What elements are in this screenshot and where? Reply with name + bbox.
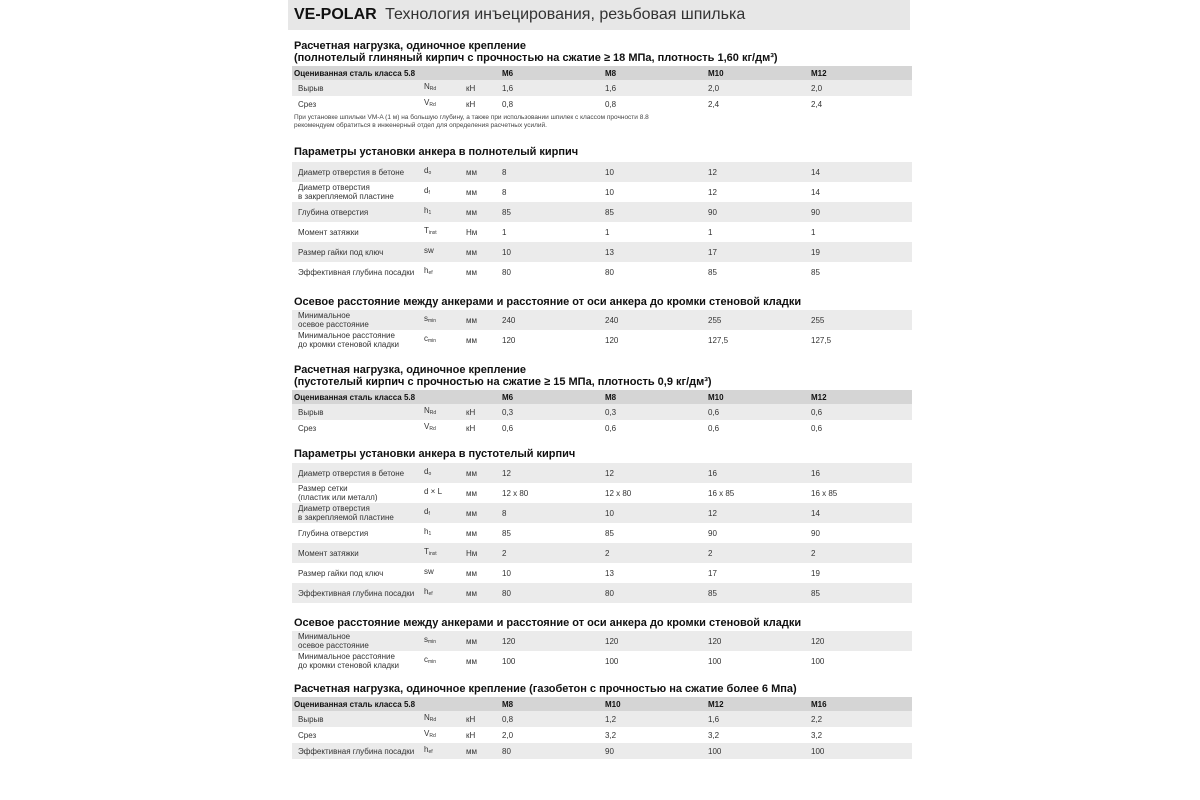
cell-value: 1 [603,222,706,242]
table-header-row [292,697,912,711]
cell-value: 19 [809,563,912,583]
row-unit: кН [464,420,500,436]
cell-value: 12 [706,503,809,523]
table-row [292,242,912,262]
cell-value: 2 [603,543,706,563]
section-title: Расчетная нагрузка, одиночное крепление (полнотелый глиняный кирпич с прочностью на сжатие ≥ 18 МПа, плотность 1,60 кг/дм³) [294,40,778,64]
table-row [292,711,912,727]
table-row [292,543,912,563]
row-unit: Нм [464,543,500,563]
cell-value: 127,5 [809,330,912,350]
table-row [292,80,912,96]
row-symbol: $c_{min}$ [422,330,464,350]
cell-value: 14 [809,162,912,182]
header-cell: М6 [500,390,603,404]
row-unit: мм [464,583,500,603]
section-title: Осевое расстояние между анкерами и расстояние от оси анкера до кромки стеновой кладки [294,296,802,308]
cell-value: 12 [603,463,706,483]
cell-value: 0,6 [500,420,603,436]
cell-value: 85 [500,523,603,543]
table-row [292,404,912,420]
cell-value: 1 [809,222,912,242]
cell-value: 80 [500,262,603,282]
row-unit: мм [464,651,500,671]
header-cell: М10 [706,66,809,80]
cell-value: 127,5 [706,330,809,350]
row-symbol: $d_f$ [422,503,464,523]
row-symbol: $V_{Rd}$ [422,96,464,112]
cell-value: 240 [603,310,706,330]
table-row [292,162,912,182]
cell-value: 12 [500,463,603,483]
table-row [292,222,912,242]
row-symbol: $T_{inst}$ [422,222,464,242]
cell-value: 10 [603,182,706,202]
cell-value: 8 [500,162,603,182]
cell-value: 2,4 [706,96,809,112]
cell-value: 120 [500,330,603,350]
table-row [292,463,912,483]
section-title: Параметры установки анкера в пустотелый кирпич [294,448,576,460]
row-symbol: $s_{min}$ [422,631,464,651]
row-unit: кН [464,711,500,727]
table-row [292,727,912,743]
section-spacing-hollow-brick [288,617,910,671]
cell-value: 2 [706,543,809,563]
cell-value: 100 [706,743,809,759]
cell-value: 0,6 [809,420,912,436]
table-row [292,262,912,282]
data-table [292,162,912,282]
row-unit: мм [464,182,500,202]
cell-value: 100 [809,743,912,759]
cell-value: 100 [500,651,603,671]
cell-value: 2,0 [706,80,809,96]
row-label: Эффективная глубина посадки [292,743,422,759]
row-label: Глубина отверстия [292,202,422,222]
cell-value: 90 [706,202,809,222]
row-label: Диаметр отверстия в бетоне [292,463,422,483]
header-cell [422,390,464,404]
section-spacing-solid-brick [288,296,910,350]
row-unit: мм [464,242,500,262]
row-label: Размер гайки под ключ [292,563,422,583]
section-load-solid-brick [288,40,910,130]
header-cell: Оцениванная сталь класса 5.8 [292,697,422,711]
table-row [292,631,912,651]
section-title: Расчетная нагрузка, одиночное крепление (газобетон с прочностью на сжатие более 6 Мпа) [294,683,797,695]
cell-value: 12 [706,182,809,202]
row-label: Диаметр отверстия в закрепляемой пластине [292,182,422,202]
header-cell: М16 [809,697,912,711]
cell-value: 16 x 85 [706,483,809,503]
cell-value: 1,2 [603,711,706,727]
cell-value: 16 [809,463,912,483]
row-unit: кН [464,727,500,743]
table-row [292,96,912,112]
header-cell [464,697,500,711]
cell-value: 90 [603,743,706,759]
table-row [292,182,912,202]
row-symbol: $d_o$ [422,162,464,182]
row-label: Эффективная глубина посадки [292,583,422,603]
cell-value: 14 [809,182,912,202]
cell-value: 12 [706,162,809,182]
row-unit: мм [464,463,500,483]
table-row [292,503,912,523]
cell-value: 2,4 [809,96,912,112]
cell-value: 90 [809,523,912,543]
cell-value: 17 [706,242,809,262]
header-cell: М8 [500,697,603,711]
row-label: Минимальное осевое расстояние [292,310,422,330]
cell-value: 1 [706,222,809,242]
section-install-solid-brick [288,146,910,282]
section-load-hollow-brick [288,364,910,436]
row-label: Диаметр отверстия в закрепляемой пластине [292,503,422,523]
table-row [292,743,912,759]
footnote: При установке шпильки VM-A (1 м) на большую глубину, а также при использовании шпилек с классом прочности 8.8 рекомендуем обратиться в инженерный отдел для определения расчетных усилий. [294,114,649,129]
cell-value: 120 [603,330,706,350]
cell-value: 100 [809,651,912,671]
row-symbol: $s_{min}$ [422,310,464,330]
header-cell [464,390,500,404]
row-symbol: $d_o$ [422,463,464,483]
brand-name: VE-POLAR [294,6,377,23]
cell-value: 80 [603,262,706,282]
row-unit: мм [464,262,500,282]
cell-value: 0,3 [500,404,603,420]
header-cell: М10 [603,697,706,711]
row-symbol: $N_{Rd}$ [422,711,464,727]
cell-value: 255 [706,310,809,330]
cell-value: 120 [500,631,603,651]
cell-value: 3,2 [603,727,706,743]
table-row [292,583,912,603]
cell-value: 85 [500,202,603,222]
cell-value: 10 [500,563,603,583]
cell-value: 16 [706,463,809,483]
row-unit: мм [464,743,500,759]
data-table [292,390,912,436]
table-row [292,310,912,330]
section-load-aerated-concrete [288,683,910,759]
cell-value: 2,0 [500,727,603,743]
data-table [292,697,912,759]
cell-value: 85 [809,262,912,282]
cell-value: 0,6 [706,420,809,436]
cell-value: 90 [809,202,912,222]
cell-value: 13 [603,563,706,583]
header-cell: М12 [809,66,912,80]
cell-value: 1,6 [500,80,603,96]
row-symbol: $h_1$ [422,523,464,543]
row-unit: мм [464,563,500,583]
table-row [292,483,912,503]
row-unit: мм [464,162,500,182]
cell-value: 0,6 [706,404,809,420]
row-symbol: sw [422,242,464,262]
cell-value: 16 x 85 [809,483,912,503]
cell-value: 1,6 [603,80,706,96]
row-label: Момент затяжки [292,222,422,242]
page-subtitle: Технология инъецирования, резьбовая шпилька [385,6,746,23]
cell-value: 100 [603,651,706,671]
cell-value: 3,2 [706,727,809,743]
cell-value: 8 [500,182,603,202]
table-row [292,330,912,350]
cell-value: 10 [603,162,706,182]
cell-value: 0,8 [500,711,603,727]
table-row [292,420,912,436]
cell-value: 240 [500,310,603,330]
header-cell: М12 [809,390,912,404]
cell-value: 17 [706,563,809,583]
row-unit: мм [464,330,500,350]
cell-value: 90 [706,523,809,543]
header-cell [464,66,500,80]
header-cell: М8 [603,66,706,80]
cell-value: 85 [603,202,706,222]
row-label: Срез [292,96,422,112]
row-label: Глубина отверстия [292,523,422,543]
header-cell: М8 [603,390,706,404]
cell-value: 12 x 80 [500,483,603,503]
header-cell [422,697,464,711]
row-label: Размер сетки (пластик или металл) [292,483,422,503]
cell-value: 120 [706,631,809,651]
cell-value: 0,8 [500,96,603,112]
table-row [292,563,912,583]
row-label: Срез [292,727,422,743]
cell-value: 0,8 [603,96,706,112]
document [288,0,910,759]
row-unit: мм [464,523,500,543]
page-header [288,0,910,30]
row-symbol: $N_{Rd}$ [422,80,464,96]
data-table [292,631,912,671]
row-unit: Нм [464,222,500,242]
cell-value: 120 [809,631,912,651]
cell-value: 0,6 [809,404,912,420]
cell-value: 3,2 [809,727,912,743]
row-label: Эффективная глубина посадки [292,262,422,282]
row-symbol: d × L [422,483,464,503]
row-symbol: $h_{ef}$ [422,743,464,759]
row-label: Диаметр отверстия в бетоне [292,162,422,182]
cell-value: 2,2 [809,711,912,727]
cell-value: 2 [500,543,603,563]
cell-value: 19 [809,242,912,262]
data-table [292,463,912,603]
row-unit: кН [464,80,500,96]
cell-value: 80 [500,743,603,759]
row-label: Момент затяжки [292,543,422,563]
row-symbol: $h_1$ [422,202,464,222]
cell-value: 10 [500,242,603,262]
section-title: Осевое расстояние между анкерами и расстояние от оси анкера до кромки стеновой кладки [294,617,802,629]
row-label: Минимальное осевое расстояние [292,631,422,651]
table-row [292,523,912,543]
row-symbol: sw [422,563,464,583]
cell-value: 85 [706,262,809,282]
row-symbol: $c_{min}$ [422,651,464,671]
header-cell: М10 [706,390,809,404]
cell-value: 85 [603,523,706,543]
cell-value: 85 [706,583,809,603]
cell-value: 13 [603,242,706,262]
cell-value: 80 [500,583,603,603]
row-unit: мм [464,631,500,651]
row-label: Вырыв [292,80,422,96]
cell-value: 10 [603,503,706,523]
table-row [292,202,912,222]
row-symbol: $h_{ef}$ [422,583,464,603]
header-cell: Оцениванная сталь класса 5.8 [292,390,422,404]
section-title: Параметры установки анкера в полнотелый кирпич [294,146,579,158]
cell-value: 2 [809,543,912,563]
row-label: Минимальное расстояние до кромки стеновой кладки [292,330,422,350]
row-unit: кН [464,96,500,112]
row-symbol: $V_{Rd}$ [422,727,464,743]
row-label: Вырыв [292,711,422,727]
row-unit: мм [464,483,500,503]
cell-value: 14 [809,503,912,523]
cell-value: 1,6 [706,711,809,727]
table-row [292,651,912,671]
cell-value: 120 [603,631,706,651]
data-table [292,310,912,350]
header-cell [422,66,464,80]
row-symbol: $V_{Rd}$ [422,420,464,436]
cell-value: 80 [603,583,706,603]
data-table [292,66,912,112]
row-unit: мм [464,202,500,222]
row-unit: мм [464,310,500,330]
cell-value: 0,3 [603,404,706,420]
row-label: Срез [292,420,422,436]
cell-value: 0,6 [603,420,706,436]
row-unit: кН [464,404,500,420]
row-label: Размер гайки под ключ [292,242,422,262]
header-cell: М6 [500,66,603,80]
section-title: Расчетная нагрузка, одиночное крепление (пустотелый кирпич с прочностью на сжатие ≥ 15 МПа, плотность 0,9 кг/дм³) [294,364,712,388]
section-install-hollow-brick [288,448,910,603]
cell-value: 8 [500,503,603,523]
cell-value: 85 [809,583,912,603]
cell-value: 100 [706,651,809,671]
table-header-row [292,66,912,80]
cell-value: 255 [809,310,912,330]
header-cell: М12 [706,697,809,711]
cell-value: 2,0 [809,80,912,96]
header-cell: Оцениванная сталь класса 5.8 [292,66,422,80]
table-header-row [292,390,912,404]
row-symbol: $T_{inst}$ [422,543,464,563]
row-label: Вырыв [292,404,422,420]
row-label: Минимальное расстояние до кромки стеновой кладки [292,651,422,671]
row-unit: мм [464,503,500,523]
row-symbol: $N_{Rd}$ [422,404,464,420]
row-symbol: $d_f$ [422,182,464,202]
cell-value: 12 x 80 [603,483,706,503]
row-symbol: $h_{ef}$ [422,262,464,282]
cell-value: 1 [500,222,603,242]
